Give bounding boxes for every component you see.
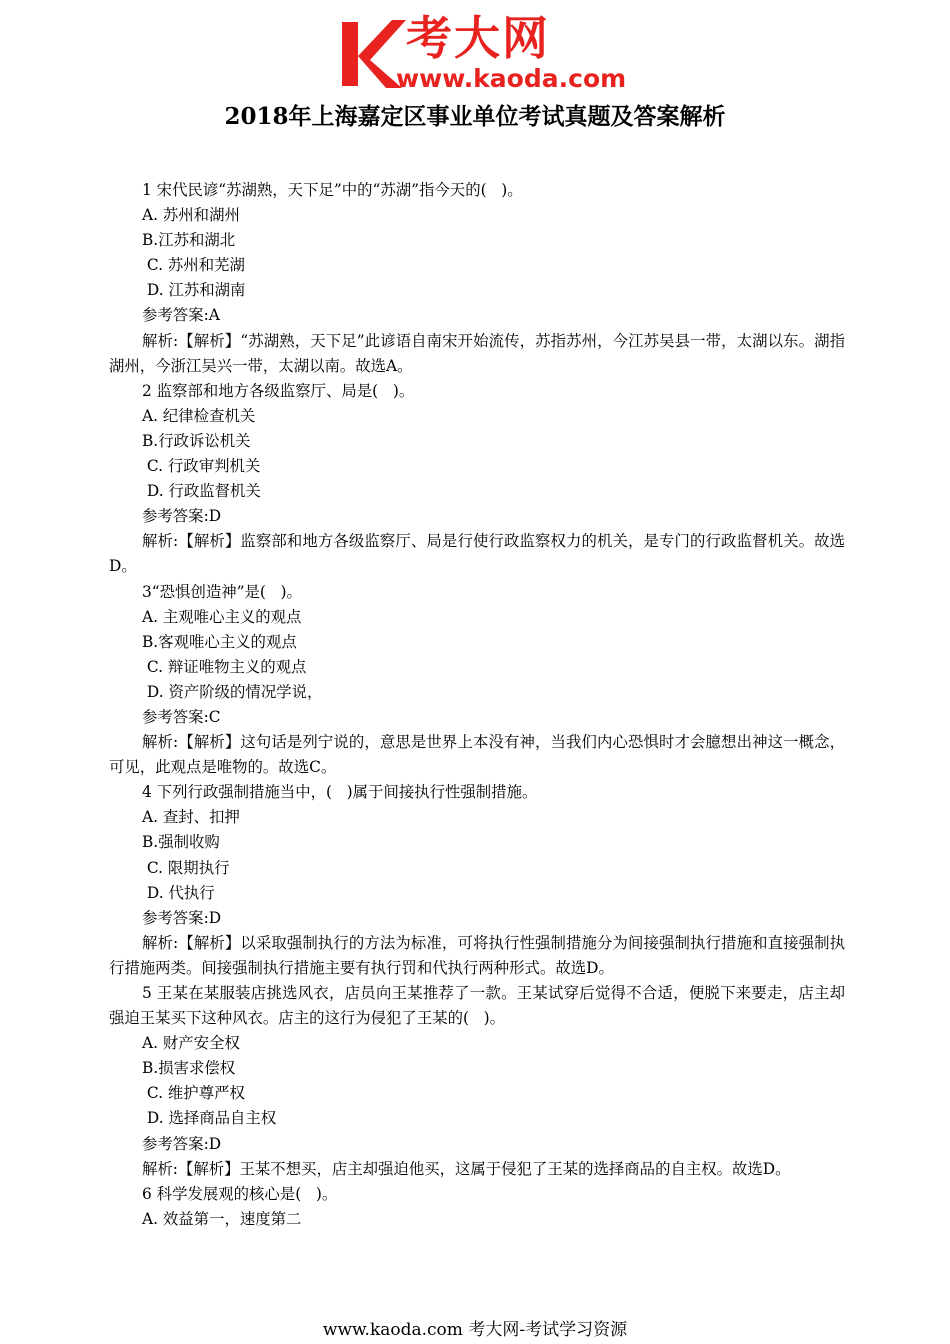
- question-line: D. 江苏和湖南: [142, 281, 246, 300]
- document-title: 2018年上海嘉定区事业单位考试真题及答案解析: [224, 103, 726, 130]
- question-line: C. 行政审判机关: [142, 457, 261, 476]
- question-line: A. 财产安全权: [142, 1034, 240, 1053]
- question-line: 1 宋代民谚“苏湖熟，天下足”中的“苏湖”指今天的( )。: [142, 181, 523, 199]
- paragraph-text: 解析:【解析】监察部和地方各级监察厅、局是行使行政监察权力的机关，是专门的行政监督机关。故选D。: [109, 532, 845, 576]
- logo-url-text: www.kaoda.com: [396, 64, 627, 93]
- question-line: A. 主观唯心主义的观点: [142, 607, 302, 626]
- question-line: D. 选择商品自主权: [142, 1109, 277, 1128]
- question-line: 6 科学发展观的核心是( )。: [142, 1184, 338, 1203]
- question-line: 参考答案:A: [142, 306, 220, 325]
- question-content: [109, 178, 845, 1232]
- question-line: C. 苏州和芜湖: [142, 256, 245, 275]
- page-footer: www.kaoda.com 考大网-考试学习资源: [322, 1320, 628, 1340]
- question-line: D. 资产阶级的情况学说，: [142, 682, 323, 701]
- paragraph-text: 解析:【解析】以采取强制执行的方法为标准，可将执行性强制措施分为间接强制执行措施和直接强制执行措施两类。间接强制执行措施主要有执行罚和代执行两种形式。故选D。: [109, 933, 845, 977]
- question-line: A. 查封、扣押: [142, 808, 240, 827]
- question-line: B.江苏和湖北: [142, 231, 236, 250]
- logo-brand-text: 考大网: [406, 11, 550, 65]
- paragraph-text: 解析:【解析】“苏湖熟，天下足”此谚语自南宋开始流传，苏指苏州，今江苏吴县一带，太湖以东。湖指湖州，今浙江吴兴一带，太湖以南。故选A。: [109, 331, 845, 375]
- question-line: 参考答案:D: [142, 908, 222, 927]
- question-line: 3“恐惧创造神”是( )。: [142, 582, 302, 601]
- question-line: B.客观唯心主义的观点: [142, 632, 297, 651]
- question-line: B.行政诉讼机关: [142, 431, 251, 450]
- question-line: B.强制收购: [142, 833, 220, 852]
- question-line: B.损害求偿权: [142, 1059, 236, 1078]
- question-line: A. 苏州和湖州: [142, 206, 240, 225]
- paragraph-text: 5 王某在某服装店挑选风衣，店员向王某推荐了一款。王某试穿后觉得不合适，便脱下来要走，店主却强迫王某买下这种风衣。店主的这行为侵犯了王某的( )。: [109, 984, 845, 1028]
- question-line: C. 限期执行: [142, 858, 230, 877]
- paragraph-text: 解析:【解析】王某不想买，店主却强迫他买，这属于侵犯了王某的选择商品的自主权。故选D。: [142, 1159, 791, 1178]
- question-line: C. 维护尊严权: [142, 1084, 245, 1103]
- question-line: 参考答案:D: [142, 507, 222, 526]
- question-line: D. 行政监督机关: [142, 482, 261, 501]
- question-line: 参考答案:C: [142, 707, 221, 726]
- paragraph-text: 解析:【解析】这句话是列宁说的，意思是世界上本没有神，当我们内心恐惧时才会臆想出神这一概念，可见，此观点是唯物的。故选C。: [109, 733, 845, 777]
- question-line: A. 效益第一，速度第二: [142, 1209, 302, 1228]
- kaoda-logo: [340, 12, 660, 96]
- question-line: 2 监察部和地方各级监察厅、局是( )。: [142, 381, 415, 400]
- question-line: C. 辩证唯物主义的观点: [142, 657, 307, 676]
- question-line: A. 纪律检查机关: [142, 406, 256, 425]
- question-line: D. 代执行: [142, 883, 215, 902]
- question-line: 参考答案:D: [142, 1134, 222, 1153]
- question-line: 4 下列行政强制措施当中，( )属于间接执行性强制措施。: [142, 783, 538, 802]
